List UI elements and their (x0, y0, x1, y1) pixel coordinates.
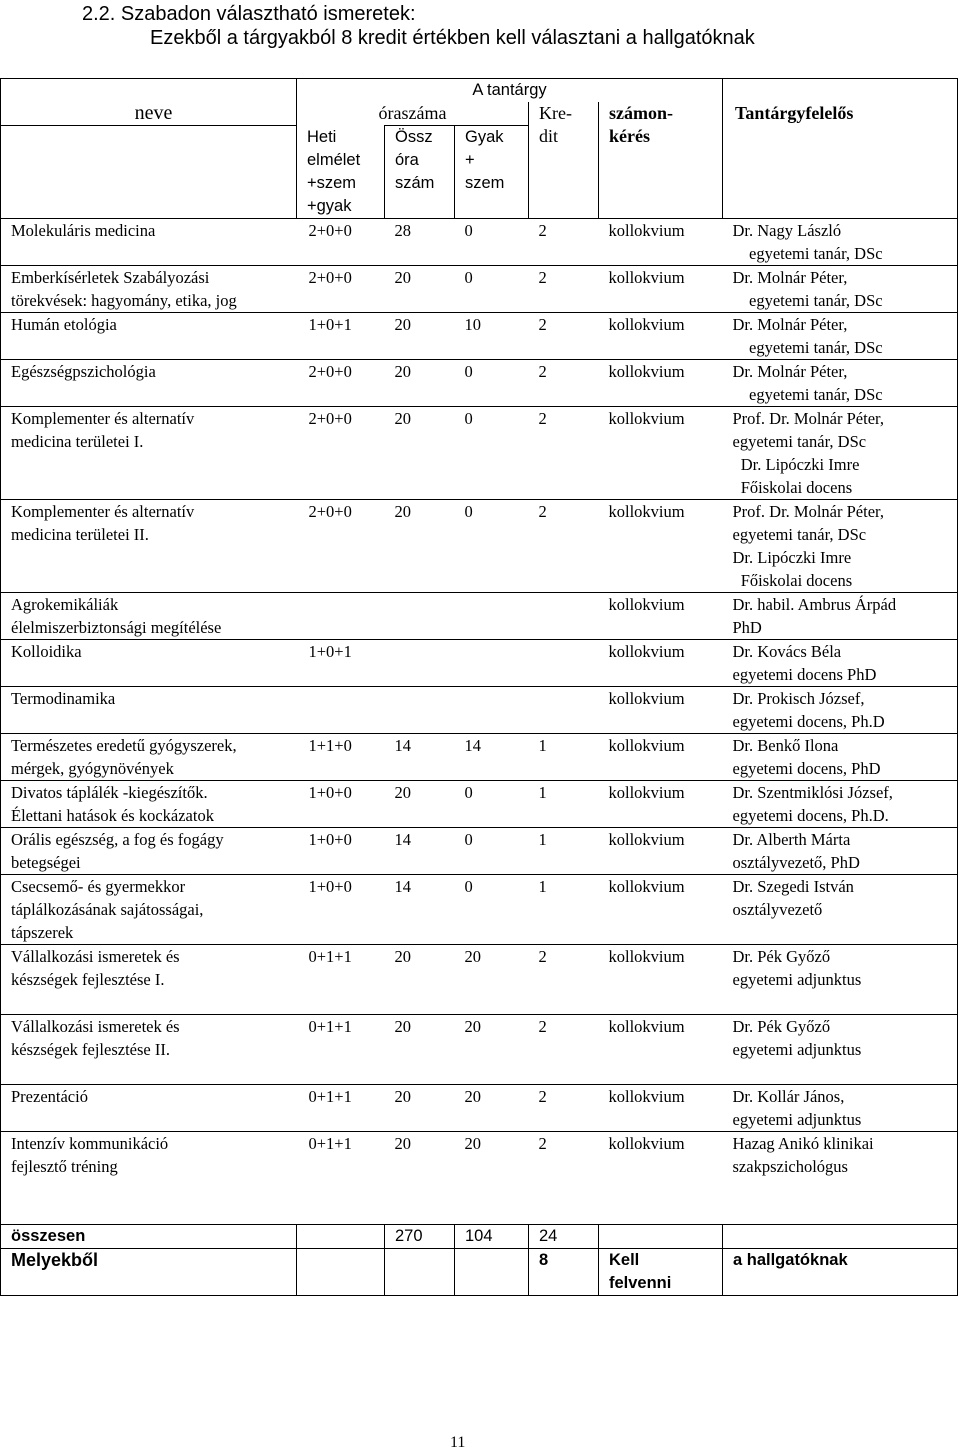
cell-resp: Dr. Pék Győző egyetemi adjunktus (723, 1014, 958, 1084)
cell-hours: 1+0+0 (297, 874, 385, 944)
cell-gyak: 20 (455, 944, 529, 1014)
cell-resp: Dr. Kovács Béla egyetemi docens PhD (723, 639, 958, 686)
szamonkeres-heading: számon- kérés (599, 102, 723, 218)
cell-name: Komplementer és alternatív medicina területei II. (1, 499, 297, 592)
table-row (1, 639, 958, 686)
cell-ossz: 20 (385, 406, 455, 499)
cell-name: Humán etológia (1, 312, 297, 359)
table-row (1, 218, 958, 265)
cell-resp: Prof. Dr. Molnár Péter, egyetemi tanár, DSc Dr. Lipóczki Imre Főiskolai docens (723, 406, 958, 499)
header-row-1 (1, 79, 958, 103)
cell-hours (297, 686, 385, 733)
cell-resp: Dr. Szentmiklósi József, egyetemi docens, Ph.D. (723, 780, 958, 827)
cell-exam: kollokvium (599, 592, 723, 639)
cell-name: Kolloidika (1, 639, 297, 686)
header-row-2 (1, 102, 958, 126)
table-row (1, 686, 958, 733)
cell-hours: 0+1+1 (297, 1084, 385, 1131)
cell-hours: 0+1+1 (297, 944, 385, 1014)
cell-kredit: 2 (529, 218, 599, 265)
cell-gyak (455, 639, 529, 686)
cell-resp: Dr. Kollár János, egyetemi adjunktus (723, 1084, 958, 1131)
table-row (1, 1014, 958, 1084)
cell-resp: Prof. Dr. Molnár Péter, egyetemi tanár, DSc Dr. Lipóczki Imre Főiskolai docens (723, 499, 958, 592)
cell-hours: 1+0+1 (297, 312, 385, 359)
cell-gyak: 0 (455, 780, 529, 827)
osszesen-label: összesen (1, 1224, 297, 1248)
cell-hours: 2+0+0 (297, 406, 385, 499)
cell-name: Emberkísérletek Szabályozási törekvések: hagyomány, etika, jog (1, 265, 297, 312)
kredit-total: 24 (529, 1224, 599, 1248)
table-row (1, 780, 958, 827)
page-number: 11 (450, 1434, 466, 1451)
cell-exam: kollokvium (599, 359, 723, 406)
cell-resp: Dr. Nagy László egyetemi tanár, DSc (723, 218, 958, 265)
cell-hours: 2+0+0 (297, 218, 385, 265)
cell-resp: Dr. Alberth Márta osztályvezető, PhD (723, 827, 958, 874)
cell-exam: kollokvium (599, 944, 723, 1014)
cell-exam: kollokvium (599, 499, 723, 592)
cell-exam: kollokvium (599, 639, 723, 686)
cell-kredit (529, 592, 599, 639)
cell-kredit: 2 (529, 406, 599, 499)
cell-ossz: 20 (385, 312, 455, 359)
cell-ossz: 20 (385, 780, 455, 827)
cell-kredit: 2 (529, 1084, 599, 1131)
cell-name: Agrokemikáliák élelmiszerbiztonsági megítélése (1, 592, 297, 639)
cell-ossz: 14 (385, 827, 455, 874)
cell-kredit: 2 (529, 1131, 599, 1224)
cell-gyak: 0 (455, 827, 529, 874)
cell-kredit: 2 (529, 1014, 599, 1084)
heti-heading: Heti elmélet +szem +gyak (297, 126, 385, 219)
cell-resp: Dr. Molnár Péter, egyetemi tanár, DSc (723, 359, 958, 406)
cell-kredit: 1 (529, 874, 599, 944)
cell-resp: Dr. Pék Győző egyetemi adjunktus (723, 944, 958, 1014)
cell-gyak: 20 (455, 1084, 529, 1131)
table-row (1, 592, 958, 639)
cell-kredit: 1 (529, 827, 599, 874)
kredit-required: 8 (529, 1248, 599, 1295)
cell-ossz (385, 639, 455, 686)
cell-exam: kollokvium (599, 218, 723, 265)
ossz-total: 270 (385, 1224, 455, 1248)
cell-exam: kollokvium (599, 733, 723, 780)
ossz-heading: Össz óra szám (385, 126, 455, 219)
table-row (1, 312, 958, 359)
cell-gyak: 0 (455, 218, 529, 265)
cell-ossz: 20 (385, 944, 455, 1014)
cell-hours (297, 592, 385, 639)
cell-kredit: 2 (529, 359, 599, 406)
cell-name: Komplementer és alternatív medicina területei I. (1, 406, 297, 499)
cell-ossz: 20 (385, 359, 455, 406)
kell-felvenni: Kell felvenni (599, 1248, 723, 1295)
cell-resp: Dr. Molnár Péter, egyetemi tanár, DSc (723, 265, 958, 312)
cell-name: Intenzív kommunikáció fejlesztő tréning (1, 1131, 297, 1224)
cell-name: Molekuláris medicina (1, 218, 297, 265)
cell-resp: Dr. habil. Ambrus Árpád PhD (723, 592, 958, 639)
cell-ossz (385, 686, 455, 733)
course-table (0, 78, 958, 1296)
summary-row (1, 1224, 958, 1248)
kredit-heading: Kre- dit (529, 102, 599, 218)
gyak-heading: Gyak + szem (455, 126, 529, 219)
cell-exam: kollokvium (599, 686, 723, 733)
cell-exam: kollokvium (599, 827, 723, 874)
page-title (82, 2, 755, 50)
cell-exam: kollokvium (599, 406, 723, 499)
cell-ossz (385, 592, 455, 639)
cell-kredit: 1 (529, 780, 599, 827)
cell-gyak: 14 (455, 733, 529, 780)
cell-exam: kollokvium (599, 780, 723, 827)
cell-ossz: 20 (385, 1014, 455, 1084)
cell-hours: 1+1+0 (297, 733, 385, 780)
cell-resp: Dr. Benkő Ilona egyetemi docens, PhD (723, 733, 958, 780)
table-row (1, 944, 958, 1014)
gyak-total: 104 (455, 1224, 529, 1248)
cell-exam: kollokvium (599, 1014, 723, 1084)
cell-ossz: 20 (385, 1084, 455, 1131)
cell-ossz: 14 (385, 733, 455, 780)
title-line-1: 2.2. Szabadon választható ismeretek: (82, 3, 416, 25)
cell-name: Csecsemő- és gyermekkor táplálkozásának sajátosságai, tápszerek (1, 874, 297, 944)
cell-name: Természetes eredetű gyógyszerek, mérgek, gyógynövények (1, 733, 297, 780)
cell-gyak: 10 (455, 312, 529, 359)
cell-ossz: 14 (385, 874, 455, 944)
cell-kredit: 2 (529, 944, 599, 1014)
cell-gyak: 20 (455, 1131, 529, 1224)
cell-name: Termodinamika (1, 686, 297, 733)
table-row (1, 1131, 958, 1224)
cell-gyak: 0 (455, 874, 529, 944)
cell-kredit: 2 (529, 499, 599, 592)
cell-name: Divatos táplálék -kiegészítők. Élettani hatások és kockázatok (1, 780, 297, 827)
cell-kredit (529, 686, 599, 733)
cell-resp: Hazag Anikó klinikai szakpszichológus (723, 1131, 958, 1224)
cell-resp: Dr. Molnár Péter, egyetemi tanár, DSc (723, 312, 958, 359)
cell-ossz: 20 (385, 1131, 455, 1224)
cell-gyak (455, 686, 529, 733)
cell-kredit (529, 639, 599, 686)
cell-kredit: 1 (529, 733, 599, 780)
table-row (1, 359, 958, 406)
cell-ossz: 28 (385, 218, 455, 265)
cell-resp: Dr. Szegedi István osztályvezető (723, 874, 958, 944)
cell-resp: Dr. Prokisch József, egyetemi docens, Ph.D (723, 686, 958, 733)
table-row (1, 874, 958, 944)
a-tantargy-heading: A tantárgy (297, 79, 723, 103)
cell-kredit: 2 (529, 312, 599, 359)
cell-exam: kollokvium (599, 312, 723, 359)
hallgatoknak-label: a hallgatóknak (723, 1248, 958, 1295)
cell-name: Egészségpszichológia (1, 359, 297, 406)
neve-heading: neve (1, 102, 297, 126)
cell-exam: kollokvium (599, 1131, 723, 1224)
cell-name: Vállalkozási ismeretek és készségek fejlesztése I. (1, 944, 297, 1014)
cell-hours: 1+0+1 (297, 639, 385, 686)
melyekbol-label: Melyekből (1, 1248, 297, 1295)
cell-exam: kollokvium (599, 874, 723, 944)
cell-name: Vállalkozási ismeretek és készségek fejlesztése II. (1, 1014, 297, 1084)
table-row (1, 265, 958, 312)
cell-kredit: 2 (529, 265, 599, 312)
cell-exam: kollokvium (599, 1084, 723, 1131)
cell-gyak (455, 592, 529, 639)
table-row (1, 499, 958, 592)
cell-gyak: 0 (455, 359, 529, 406)
cell-name: Orális egészség, a fog és fogágy betegségei (1, 827, 297, 874)
cell-exam: kollokvium (599, 265, 723, 312)
table-row (1, 827, 958, 874)
tantargyfelelos-heading: Tantárgyfelelős (723, 102, 958, 218)
cell-gyak: 20 (455, 1014, 529, 1084)
cell-ossz: 20 (385, 499, 455, 592)
cell-ossz: 20 (385, 265, 455, 312)
table-row (1, 1084, 958, 1131)
table-row (1, 406, 958, 499)
title-line-2: Ezekből a tárgyakból 8 kredit értékben kell választani a hallgatóknak (150, 27, 755, 49)
cell-gyak: 0 (455, 406, 529, 499)
oraszama-heading: óraszáma (297, 102, 529, 126)
cell-hours: 0+1+1 (297, 1131, 385, 1224)
cell-name: Prezentáció (1, 1084, 297, 1131)
melyekbol-row (1, 1248, 958, 1295)
cell-hours: 0+1+1 (297, 1014, 385, 1084)
cell-gyak: 0 (455, 499, 529, 592)
cell-gyak: 0 (455, 265, 529, 312)
cell-hours: 2+0+0 (297, 499, 385, 592)
cell-hours: 2+0+0 (297, 359, 385, 406)
cell-hours: 1+0+0 (297, 827, 385, 874)
table-row (1, 733, 958, 780)
cell-hours: 1+0+0 (297, 780, 385, 827)
cell-hours: 2+0+0 (297, 265, 385, 312)
